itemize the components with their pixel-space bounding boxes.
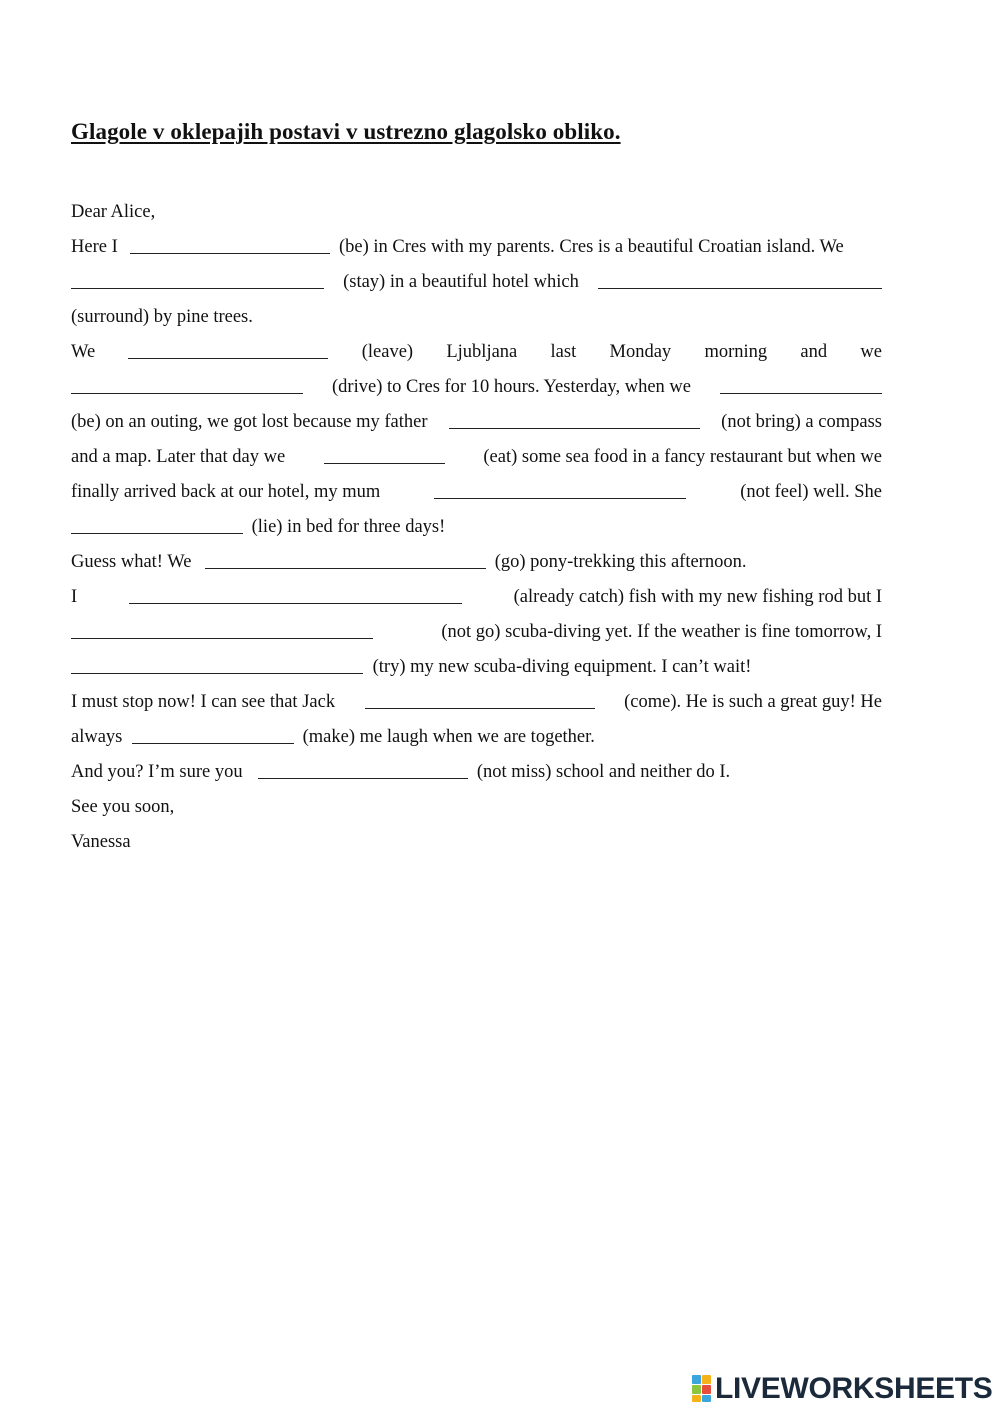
answer-blank-surround[interactable]: [598, 269, 882, 287]
letter-line-10: Guess what! We (go) pony-trekking this afternoon.: [71, 549, 882, 575]
answer-blank-not-feel[interactable]: [434, 479, 686, 497]
answer-blank-leave[interactable]: [128, 339, 328, 357]
letter-line-5: (drive) to Cres for 10 hours. Yesterday, when we: [71, 374, 882, 400]
liveworksheets-watermark: [692, 1374, 993, 1404]
letter-line-9: (lie) in bed for three days!: [71, 514, 882, 540]
answer-blank-stay[interactable]: [71, 269, 324, 287]
letter-line-12: (not go) scuba-diving yet. If the weather is fine tomorrow, I: [71, 619, 882, 645]
answer-blank-not-go[interactable]: [71, 619, 373, 637]
letter-line-6: (be) on an outing, we got lost because my father (not bring) a compass: [71, 409, 882, 435]
answer-blank-drive[interactable]: [71, 374, 303, 392]
letter-line-8: finally arrived back at our hotel, my mum (not feel) well. She: [71, 479, 882, 505]
letter-signature: Vanessa: [71, 832, 131, 852]
letter-line-13: (try) my new scuba-diving equipment. I can’t wait!: [71, 654, 882, 680]
answer-blank-already-catch[interactable]: [129, 584, 462, 602]
answer-blank-be-2[interactable]: [720, 374, 882, 392]
answer-blank-come[interactable]: [365, 689, 595, 707]
answer-blank-try[interactable]: [71, 654, 363, 672]
answer-blank-not-miss[interactable]: [258, 759, 468, 777]
letter-line-11: I (already catch) fish with my new fishing rod but I: [71, 584, 882, 610]
answer-blank-make[interactable]: [132, 724, 294, 742]
letter-closing: See you soon,: [71, 797, 175, 817]
letter-line-2: (stay) in a beautiful hotel which: [71, 269, 882, 295]
letter-line-7: and a map. Later that day we (eat) some sea food in a fancy restaurant but when we: [71, 444, 882, 470]
answer-blank-lie[interactable]: [71, 514, 243, 532]
answer-blank-eat[interactable]: [324, 444, 445, 462]
letter-line-14: I must stop now! I can see that Jack (come). He is such a great guy! He: [71, 689, 882, 715]
answer-blank-go[interactable]: [205, 549, 486, 567]
letter-line-4: We (leave) Ljubljana last Monday morning and we: [71, 339, 882, 365]
answer-blank-not-bring[interactable]: [449, 409, 700, 427]
liveworksheets-logo-icon: [692, 1375, 712, 1403]
letter-line-15: always (make) me laugh when we are together.: [71, 724, 882, 750]
letter-greeting: Dear Alice,: [71, 202, 156, 222]
worksheet-heading: Glagole v oklepajih postavi v ustrezno glagolsko obliko.: [71, 119, 621, 144]
letter-line-1: Here I (be) in Cres with my parents. Cres is a beautiful Croatian island. We: [71, 234, 882, 260]
answer-blank-be-1[interactable]: [130, 234, 330, 252]
watermark-text: LIVEWORKSHEETS: [715, 1372, 993, 1405]
letter-line-16: And you? I’m sure you (not miss) school and neither do I.: [71, 759, 882, 785]
letter-line-3: (surround) by pine trees.: [71, 307, 253, 327]
